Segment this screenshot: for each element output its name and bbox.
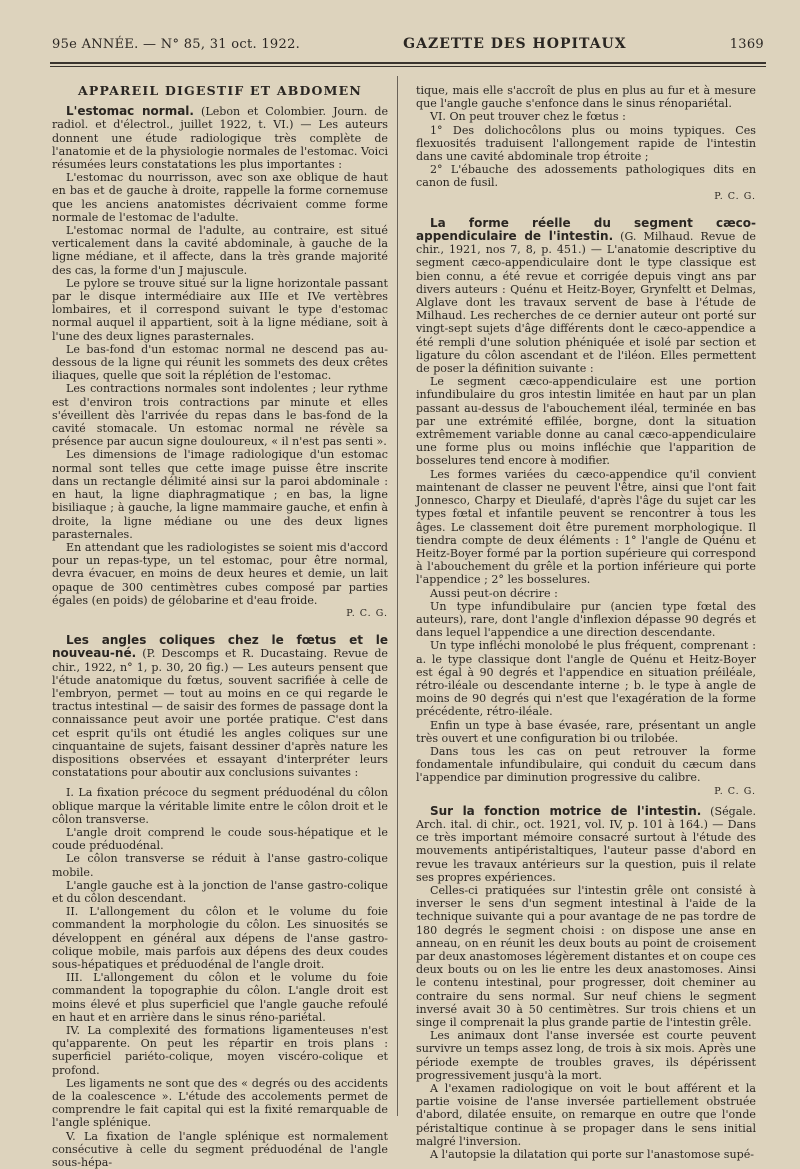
article-reference: (P. Descomps et R. Ducastaing. Revue de chir., 1922, n° 1, p. 30, 20 fig.) — Les auteurs pensent que l'étude anatomique du fœtus, souvent sacrifiée à celle de l'embryon, permet — tout au moins en ce qui regarde le tractus intestinal — de saisir des formes de passage dont la connaissance peut avoir une portée pratique. C'est dans cet esprit qu'ils ont étudié les angles coliques sur une cinquantaine de sujets, faisant dessiner d'après nature les dispositions observées et essayant d'interpréter leurs constatations pour aboutir aux conclusions suivantes :: [52, 647, 388, 780]
paragraph: Le bas-fond d'un estomac normal ne descend pas au-dessous de la ligne qui réunit les sommets des deux crêtes iliaques, quelle que soit la réplétion de l'estomac.: [52, 342, 388, 383]
column-divider: [397, 76, 398, 1116]
article-reference: (Lebon et Colombier. Journ. de radiol. et d'électrol., juillet 1922, t. VI.) — Les auteurs donnent une étude radiologique très complète de l'anatomie et de la physiologie normales de l'estomac. Voici résumées leurs constatations les plus importantes :: [52, 105, 389, 172]
issue-info: 95e ANNÉE. — N° 85, 31 oct. 1922.: [52, 37, 301, 52]
paragraph: Les dimensions de l'image radiologique d'un estomac normal sont telles que cette image puisse être inscrite dans un rectangle délimité ainsi sur la paroi abdominale : en haut, la ligne diaphragmatique ; en bas, la ligne bisiliaque ; à gauche, la ligne mammaire gauche, et enfin à droite, la ligne médiane ou une des deux lignes parasternales.: [52, 448, 388, 541]
article-caeco-appendix-intro: [416, 217, 756, 375]
running-head: [52, 36, 764, 58]
article-title: La forme réelle du segment cæco-appendiculaire de l'intestin.: [416, 215, 756, 244]
article-title: Sur la fonction motrice de l'intestin.: [430, 803, 702, 818]
article-reference: (G. Milhaud. Revue de chir., 1921, nos 7, 8, p. 451.) — L'anatomie descriptive du segment cæco-appendiculaire dont le type classique est bien connu, a été revue et corrigée depuis vingt ans par divers auteurs : Quénu et Heitz-Boyer, Grynfeltt et Delmas, Alglave dont les travaux servent de base à l'étude de Milhaud. Les recherches de ce dernier auteur ont porté sur vingt-sept sujets d'âge différents dont le cæco-appendice a été rempli d'une solution phéniquée et isolé par section et ligature du côlon ascendant et de l'iléon. Elles permettent de poser la définition suivante :: [416, 230, 756, 376]
paragraph: Aussi peut-on décrire :: [430, 586, 558, 600]
header-rule-thick: [50, 62, 766, 64]
author-initials: P. C. G.: [714, 785, 756, 797]
paragraph: L'estomac du nourrisson, avec son axe oblique de haut en bas et de gauche à droite, rappelle la forme cornemuse que les anciens anatomistes décrivaient comme forme normale de l'estomac de l'adulte.: [52, 171, 388, 224]
paragraph: V. La fixation de l'angle splénique est normalement consécutive à celle du segment préduodénal de l'angle sous-hépa-: [52, 1129, 388, 1169]
author-initials: P. C. G.: [714, 190, 756, 202]
paragraph: Un type infléchi monolobé le plus fréquent, comprenant : a. le type classique dont l'angle de Quénu et Heitz-Boyer est égal à 90 degrés et l'appendice en situation préiléale, rétro-iléale ou descendante interne ; b. le type à angle de moins de 90 degrés qui n'est que l'exagération de la forme précédente, rétro-iléale.: [416, 639, 756, 719]
paragraph: III. L'allongement du côlon et le volume du foie commandent la topographie du côlon. L'angle droit est moins élevé et plus superficiel que l'angle gauche refoulé en haut et en arrière dans le sinus réno-pariétal.: [52, 971, 388, 1024]
paragraph: Celles-ci pratiquées sur l'intestin grêle ont consisté à inverser le sens d'un segment intestinal à l'aide de la technique suivante qui a pour avantage de ne pas tordre de 180 degrés le segment choisi : on dispose une anse en anneau, on en réunit les deux bouts au point de croisement par deux anastomoses légèrement distantes et on coupe ces deux bouts ou on les lie entre les deux anastomoses. Ainsi le contenu intestinal, pour progresser, doit cheminer au contraire du sens normal. Sur neuf chiens le segment inversé avait 30 à 50 centimètres. Sur trois chiens et un singe il comprenait la plus grande partie de l'intestin grêle.: [416, 883, 756, 1030]
paragraph: Le côlon transverse se réduit à l'anse gastro-colique mobile.: [52, 852, 388, 879]
header-rule-thin: [50, 66, 766, 67]
paragraph: I. La fixation précoce du segment préduodénal du côlon oblique marque la véritable limite entre le côlon droit et le côlon transverse.: [52, 786, 388, 826]
paragraph: Les formes variées du cæco-appendice qu'il convient maintenant de classer ne peuvent l'être, ainsi que l'ont fait Jonnesco, Charpy et Dieulafé, d'après l'âge du sujet car les types fœtal et infantile peuvent se rencontrer à tous les âges. Le classement doit être purement morphologique. Il tiendra compte de deux éléments : 1° l'angle de Quénu et Heitz-Boyer formé par la portion supérieure qui correspond à l'abouchement du grêle et la portion inférieure qui porte l'appendice ; 2° les bosselures.: [416, 467, 756, 587]
article-title: L'estomac normal.: [66, 104, 194, 119]
right-column: [416, 84, 756, 1161]
paragraph: En attendant que les radiologistes se soient mis d'accord pour un repas-type, un tel estomac, pour être normal, devra évacuer, en moins de deux heures et demie, un lait opaque de 300 centimètres cubes composé par parties égales (en poids) de gélobarine et d'eau froide.: [52, 540, 388, 607]
paragraph: II. L'allongement du côlon et le volume du foie commandent la morphologie du côlon. Les sinuosités se développent en général aux dépens de l'anse gastro-colique mobile, mais parfois aux dépens des deux coudes sous-hépatiques et préduodénal de l'angle droit.: [52, 905, 388, 971]
paragraph: L'angle gauche est à la jonction de l'anse gastro-colique et du côlon descendant.: [52, 878, 388, 905]
paragraph: VI. On peut trouver chez le fœtus :: [430, 110, 626, 124]
article-title: Les angles coliques chez le fœtus et le nouveau-né.: [52, 633, 388, 661]
paragraph: 2° L'ébauche des adossements pathologiques dits en canon de fusil.: [416, 163, 756, 190]
paragraph: Le segment cæco-appendiculaire est une portion infundibulaire du gros intestin limitée en haut par un plan passant au-dessus de l'abouchement iléal, terminée en bas par une extrémité effilée, borgne, dont la situation extrêmement variable donne au canal cæco-appendiculaire une forme plus ou moins infléchie que l'apparition de bosselures tend encore à modifier.: [416, 375, 756, 468]
paragraph: L'angle droit comprend le coude sous-hépatique et le coude préduodénal.: [52, 825, 388, 853]
paragraph: Enfin un type à base évasée, rare, présentant un angle très ouvert et une configuration bi ou trilobée.: [416, 718, 756, 745]
article-intestinal-motor-function-intro: [416, 805, 756, 884]
left-column: [52, 84, 388, 1169]
paragraph: L'estomac normal de l'adulte, au contraire, est situé verticalement dans la cavité abdominale, à gauche de la ligne médiane, et il affecte, dans la très grande majorité des cas, la forme d'un J majuscule.: [52, 224, 388, 277]
paragraph: Les ligaments ne sont que des « degrés ou des accidents de la coalescence ». L'étude des accolements permet de comprendre le fait capital qui est la fixité remarquable de l'angle splénique.: [52, 1076, 388, 1130]
paragraph: A l'autopsie la dilatation qui porte sur l'anastomose supé-: [430, 1148, 755, 1162]
author-initials: P. C. G.: [346, 607, 388, 619]
paragraph: Un type infundibulaire pur (ancien type fœtal des auteurs), rare, dont l'angle d'inflexion dépasse 90 degrés et dans lequel l'appendice a une direction descendante.: [416, 599, 756, 640]
article-reference: (Ségale. Arch. ital. di chir., oct. 1921, vol. IV, p. 101 à 164.) — Dans ce très important mémoire consacré surtout à l'étude des mouvements antipéristaltiques, l'auteur passe d'abord en revue les travaux antérieurs sur la question, puis il relate ses propres expériences.: [416, 804, 757, 884]
paragraph: tique, mais elle s'accroît de plus en plus au fur et à mesure que l'angle gauche s'enfonce dans le sinus rénopariétal.: [416, 84, 756, 111]
paragraph: Les contractions normales sont indolentes ; leur rythme est d'environ trois contractions par minute et elles s'éveillent dès l'arrivée du repas dans le bas-fond de la cavité stomacale. Un estomac normal ne révèle sa présence par aucun signe douloureux, « il n'est pas senti ».: [52, 382, 388, 449]
journal-title: GAZETTE DES HOPITAUX: [403, 36, 627, 52]
article-colic-angles-intro: [52, 634, 388, 779]
paragraph: Le pylore se trouve situé sur la ligne horizontale passant par le disque intermédiaire aux IIIe et IVe vertèbres lombaires, et il correspond suivant le type d'estomac normal auquel il appartient, soit à la ligne médiane, soit à l'une des deux lignes parasternales.: [52, 276, 388, 343]
article-stomach-intro: [52, 105, 388, 171]
paragraph: IV. La complexité des formations ligamenteuses n'est qu'apparente. On peut les répartir en trois plans : superficiel pariéto-colique, moyen viscéro-colique et profond.: [52, 1024, 388, 1077]
paragraph: 1° Des dolichocôlons plus ou moins typiques. Ces flexuosités traduisent l'allongement rapide de l'intestin dans une cavité abdominale trop étroite ;: [416, 123, 756, 164]
page-number: 1369: [729, 37, 764, 52]
section-title: APPAREIL DIGESTIF ET ABDOMEN: [77, 83, 363, 98]
paragraph: Dans tous les cas on peut retrouver la forme fondamentale infundibulaire, qui conduit du cæcum dans l'appendice par diminution progressive du calibre.: [416, 744, 756, 785]
paragraph: A l'examen radiologique on voit le bout afférent et la partie voisine de l'anse inversée partiellement obstruée d'abord, dilatée ensuite, on remarque en outre que l'onde péristaltique continue à se propager dans le sens initial malgré l'inversion.: [416, 1082, 756, 1148]
paragraph: Les animaux dont l'anse inversée est courte peuvent survivre un temps assez long, de trois à six mois. Après une période exempte de troubles graves, ils dépérissent progressivement jusqu'à la mort.: [416, 1029, 756, 1082]
